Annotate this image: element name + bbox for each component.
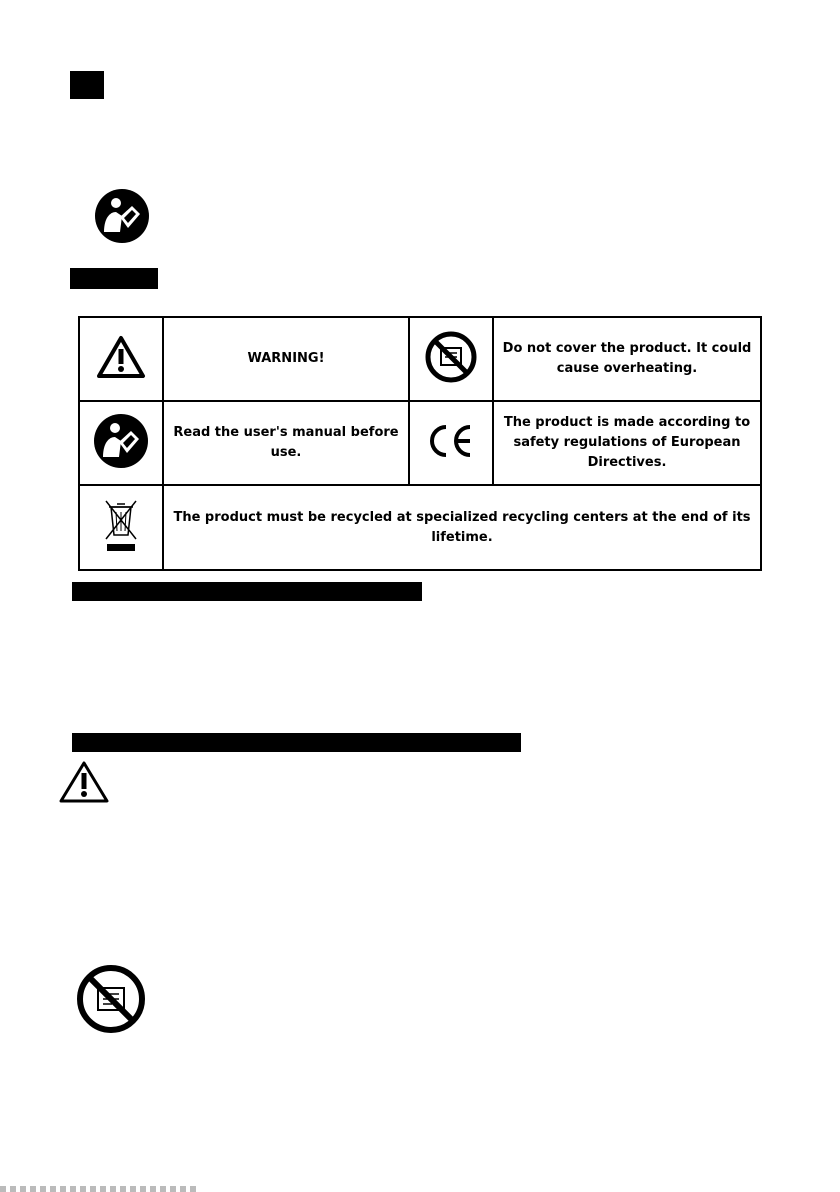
redacted-heading-2 <box>72 733 521 752</box>
redacted-section-number <box>70 71 104 99</box>
table-cell-ce: The product is made according to safety regulations of European Directives. <box>493 401 761 485</box>
ce-mark-icon <box>409 401 493 485</box>
table-row <box>79 317 761 401</box>
do-not-cover-icon <box>76 964 146 1034</box>
table-cell-do-not-cover: Do not cover the product. It could cause overheating. <box>493 317 761 401</box>
warning-triangle-icon <box>58 760 110 804</box>
table-cell-recycle: The product must be recycled at specialized recycling centers at the end of its lifetime. <box>163 485 761 570</box>
read-manual-icon <box>79 401 163 485</box>
warning-triangle-icon <box>79 317 163 401</box>
table-row <box>79 401 761 485</box>
redacted-symbols-heading <box>70 268 158 289</box>
table-cell-read-manual: Read the user's manual before use. <box>163 401 409 485</box>
do-not-cover-icon <box>409 317 493 401</box>
crossed-bin-icon <box>79 485 163 570</box>
symbols-table <box>78 316 762 571</box>
table-cell-warning: WARNING! <box>163 317 409 401</box>
redacted-heading-1 <box>72 582 422 601</box>
table-row <box>79 485 761 570</box>
read-manual-icon <box>94 188 150 244</box>
footer-artifact <box>0 1186 200 1192</box>
